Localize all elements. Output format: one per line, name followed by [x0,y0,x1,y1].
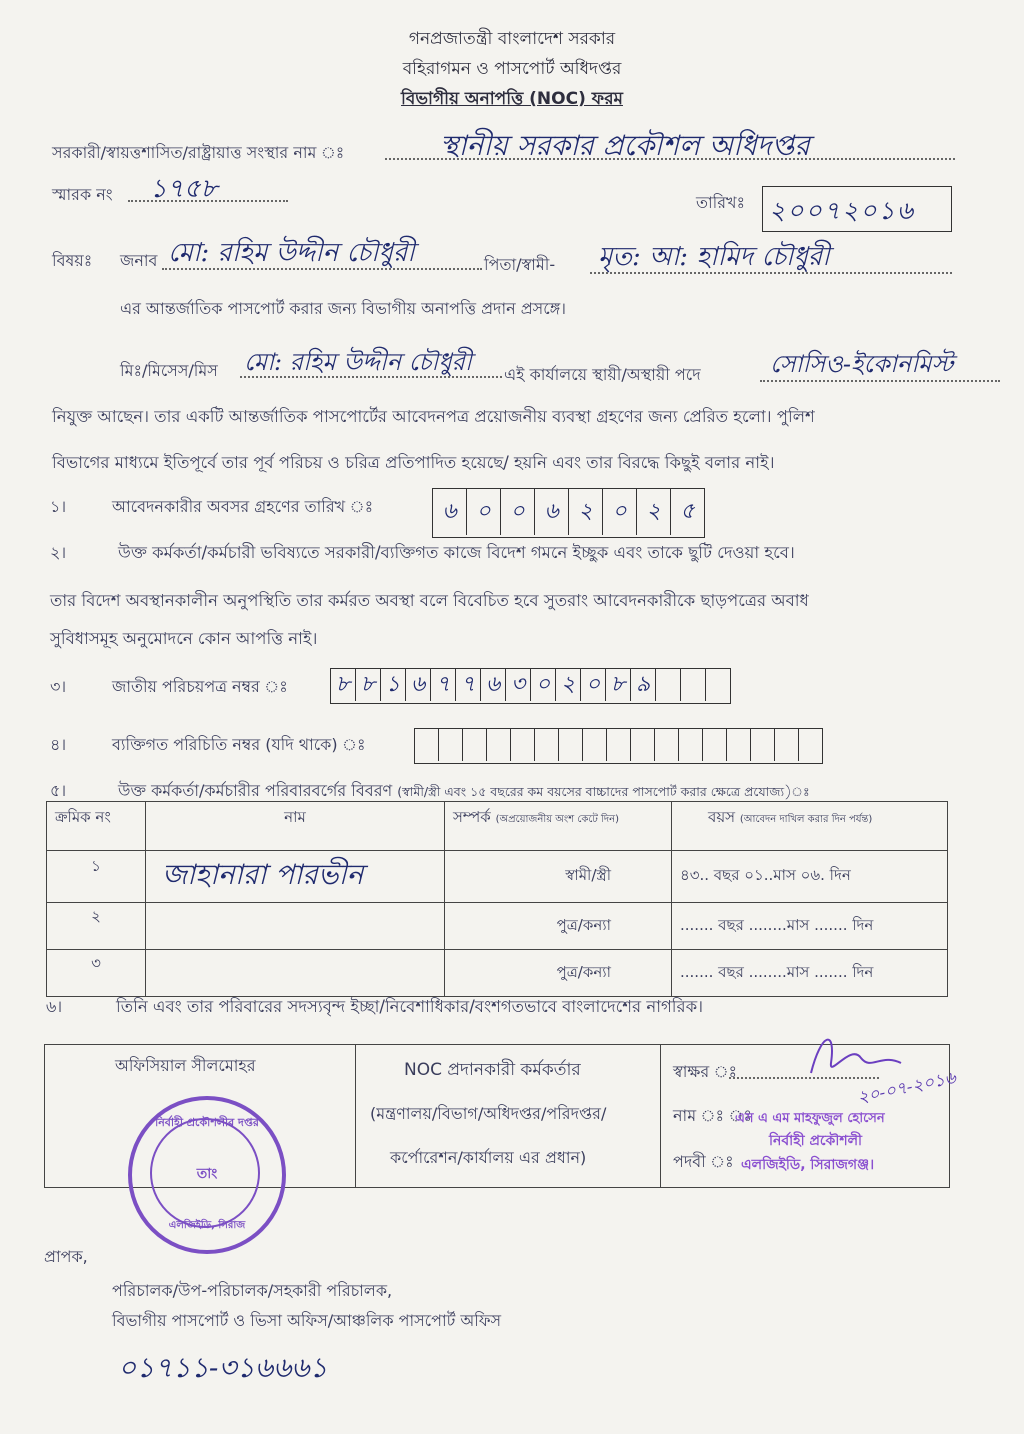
row-relation: পুত্র/কন্যা [445,903,672,950]
digit-box: ২ [637,489,671,535]
item3-num: ৩। [50,677,67,696]
para1-name: মো: রহিম উদ্দীন চৌধুরী [244,348,472,376]
digit-box [559,729,583,761]
para1-line-3-text: বিভাগের মাধ্যমে ইতিপূর্বে তার পূর্ব পরিচয় ও চরিত্র প্রতিপাদিত হয়েছে/ হয়নি এবং তার বির [52,453,641,472]
retirement-date-boxes [432,488,705,538]
officer-line-1: NOC প্রদানকারী কর্মকর্তার [404,1060,581,1080]
personal-id-boxes [414,728,823,764]
row-age: ....... বছর ........মাস ....... দিন [672,950,948,997]
designation-label: পদবী ঃ [673,1152,734,1171]
digit-box: ৬ [535,489,569,535]
digit-box [775,729,799,761]
digit-box [703,729,727,761]
org-label: সরকারী/স্বায়ত্তশাসিত/রাষ্ট্রায়াত্ত সংস্থার নাম ঃ [52,143,345,162]
recipient-line-2: বিভাগীয় পাসপোর্ট ও ভিসা অফিস/আঞ্চলিক পাসপোর্ট অফিস [112,1311,502,1330]
para1-prefix: মিঃ/মিসেস/মিস [120,361,218,380]
table-row [47,903,948,950]
digit-box [439,729,463,761]
digit-box: ০ [467,489,501,535]
th-relation [445,802,672,851]
digit-box [607,729,631,761]
digit-box [415,729,439,761]
digit-box: ৬ [406,669,431,701]
officer-cell [356,1045,661,1187]
signature-cell [661,1045,958,1187]
digit-box [706,669,730,701]
officer-line-2: (মন্ত্রণালয়/বিভাগ/অধিদপ্তর/পরিদপ্তর/ [370,1104,607,1123]
digit-box: ৩ [506,669,531,701]
th-name: নাম [146,802,445,851]
row-relation: পুত্র/কন্যা [445,950,672,997]
digit-box [727,729,751,761]
recipient-line-1: পরিচালক/উপ-পরিচালক/সহকারী পরিচালক, [112,1281,393,1300]
signature-date: ২০-০৭-২০১৬ [855,1067,958,1109]
date-value: ২০০৭২০১৬ [769,196,916,225]
row-age: ৪৩.. বছর ০১..মাস ০৬. দিন [672,851,948,903]
row-relation: স্বামী/স্ত্রী [445,851,672,903]
row-serial: ১ [47,851,146,903]
father-value: মৃত: আ: হামিদ চৌধুরী [598,242,830,272]
janab-label: জনাব [120,251,158,270]
item2-line-1: উক্ত কর্মকর্তা/কর্মচারী ভবিষ্যতে সরকারী/ব্যক্তিগত কাজে বিদেশ গমনে ইচ্ছুক এবং তাকে ছুটি দেওয়া হবে। [118,543,795,562]
ref-value: ১৭৫৮ [150,174,218,204]
item5-note: (স্বামী/স্ত্রী এবং ১৫ বছরের কম বয়সের বাচ্চাদের পাসপোর্ট করার ক্ষেত্রে প্রযোজ্য)ঃ [397,784,810,799]
digit-box [631,729,655,761]
item4-num: ৪। [50,735,67,754]
digit-box [463,729,487,761]
stamp-text-bottom: এলজিইডি, সিরাজ [168,1220,246,1231]
item2-num: ২। [50,543,67,562]
row-name [146,950,445,997]
th-relation-text: সম্পর্ক [453,808,491,826]
designation-value: এলজিইডি, সিরাজগঞ্জ। [741,1157,875,1173]
para1-middle: এই কার্যালয়ে স্থায়ী/অস্থায়ী পদে [504,365,701,384]
digit-box [655,729,679,761]
digit-box [679,729,703,761]
digit-box: ১ [381,669,406,701]
table-row [47,851,948,903]
digit-box: ৬ [433,489,467,535]
item3-label: জাতীয় পরিচয়পত্র নম্বর ঃ [112,677,288,696]
official-stamp [128,1096,286,1254]
family-table [46,801,948,997]
date-box [762,186,952,232]
seal-label: অফিসিয়াল সীলমোহর [115,1056,256,1075]
header-line-1: গনপ্রজাতন্ত্রী বাংলাদেশ সরকার [408,29,616,49]
digit-box: ৬ [481,669,506,701]
row-age: ....... বছর ........মাস ....... দিন [672,903,948,950]
signature-label: স্বাক্ষর ঃ [673,1062,738,1081]
item2-line-2: তার বিদেশ অবস্থানকালীন অনুপস্থিতি তার কর্মরত অবস্থা বলে বিবেচিত হবে সুতরাং আবেদনকারীকে ছাড়পত্রের অবাধ [50,591,809,610]
stamp-text-center: তাং [196,1166,218,1182]
th-age-note: (আবেদন দাখিল করার দিন পর্যন্ত) [739,814,873,825]
digit-box: ২ [569,489,603,535]
digit-box [681,669,706,701]
row-name: জাহানারা পারভীন [146,851,445,903]
item1-label: আবেদনকারীর অবসর গ্রহণের তারিখ ঃ [112,497,374,516]
th-age [672,802,948,851]
digit-box: ০ [581,669,606,701]
digit-box: ২ [556,669,581,701]
row-serial: ২ [47,903,146,950]
digit-box [799,729,822,761]
para1-line-3 [52,450,775,477]
ref-label: স্মারক নং [52,185,113,204]
digit-box: ৫ [680,499,695,524]
item6-text: তিনি এবং তার পরিবারের সদস্যবৃন্দ ইচ্ছা/নিবেশাধিকার/বংশগতভাবে বাংলাদেশের নাগরিক। [116,997,704,1016]
item5-num: ৫। [50,781,67,800]
officer-line-3: কর্পোরেশন/কার্যালয় এর প্রধান) [390,1148,587,1167]
para1-line-2: নিযুক্ত আছেন। তার একটি আন্তর্জাতিক পাসপোর্টের আবেদনপত্র প্রয়োজনীয় ব্যবস্থা গ্রহণের জন্য প্রেরিত হলো। পুলিশ [52,407,815,426]
th-age-text: বয়স [708,808,736,826]
father-label: পিতা/স্বামী- [484,255,556,274]
nid-number-boxes [330,668,731,704]
recipient-label: প্রাপক, [44,1247,88,1266]
item6-num: ৬। [46,997,63,1016]
stamp-text-top: নির্বাহী প্রকৌশলীর দপ্তর [155,1116,259,1129]
janab-value: মো: রহিম উদ্দীন চৌধুরী [168,238,415,268]
digit-box [535,729,559,761]
digit-box: ০ [501,489,535,535]
table-row [47,950,948,997]
digit-box [583,729,607,761]
item2-line-3: সুবিধাসমূহ অনুমোদনে কোন আপত্তি নাই। [50,629,318,648]
item4-label: ব্যক্তিগত পরিচিতি নম্বর (যদি থাকে) ঃ [112,735,366,754]
digit-box: ০ [531,669,556,701]
name-value: এস এ এম মাহফুজুল হোসেন [735,1111,885,1126]
th-serial: ক্রমিক নং [47,802,146,851]
header-line-2: বহিরাগমন ও পাসপোর্ট অধিদপ্তর [402,59,622,79]
digit-box: ৭ [456,669,481,701]
digit-box [511,729,535,761]
para1-line-3-end: দ্ধে কিছুই বলার নাই। [640,453,775,472]
form-title: বিভাগীয় অনাপত্তি (NOC) ফরম [401,89,623,109]
digit-box [656,669,681,701]
name-label: নাম ঃ ঃ [673,1106,752,1125]
digit-box: ৮ [606,669,631,701]
subject-label: বিষয়ঃ [52,251,93,270]
digit-box: ৮ [356,669,381,701]
digit-box: ৮ [331,669,356,701]
date-label: তারিখঃ [696,193,746,212]
digit-box: ৯ [631,669,656,701]
item1-num: ১। [50,497,67,516]
row-name [146,903,445,950]
item5-label-text: উক্ত কর্মকর্তা/কর্মচারীর পরিবারবর্গের বিবরণ [118,781,393,800]
para1-post: সোসিও-ইকোনমিস্ট [770,350,954,378]
org-value: স্থানীয় সরকার প্রকৌশল অধিদপ্তর [440,129,810,162]
digit-box [487,729,511,761]
digit-box [751,729,775,761]
digit-box: ৭ [431,669,456,701]
subject-line-2: এর আন্তর্জাতিক পাসপোর্ট করার জন্য বিভাগীয় অনাপত্তি প্রদান প্রসঙ্গে। [120,299,567,318]
th-relation-note: (অপ্রয়োজনীয় অংশ কেটে দিন) [495,814,620,825]
name-title: নির্বাহী প্রকৌশলী [769,1133,863,1149]
recipient-phone: ০১৭১১-৩১৬৬৬১ [118,1351,328,1384]
row-serial: ৩ [47,950,146,997]
digit-box: ০ [603,489,637,535]
